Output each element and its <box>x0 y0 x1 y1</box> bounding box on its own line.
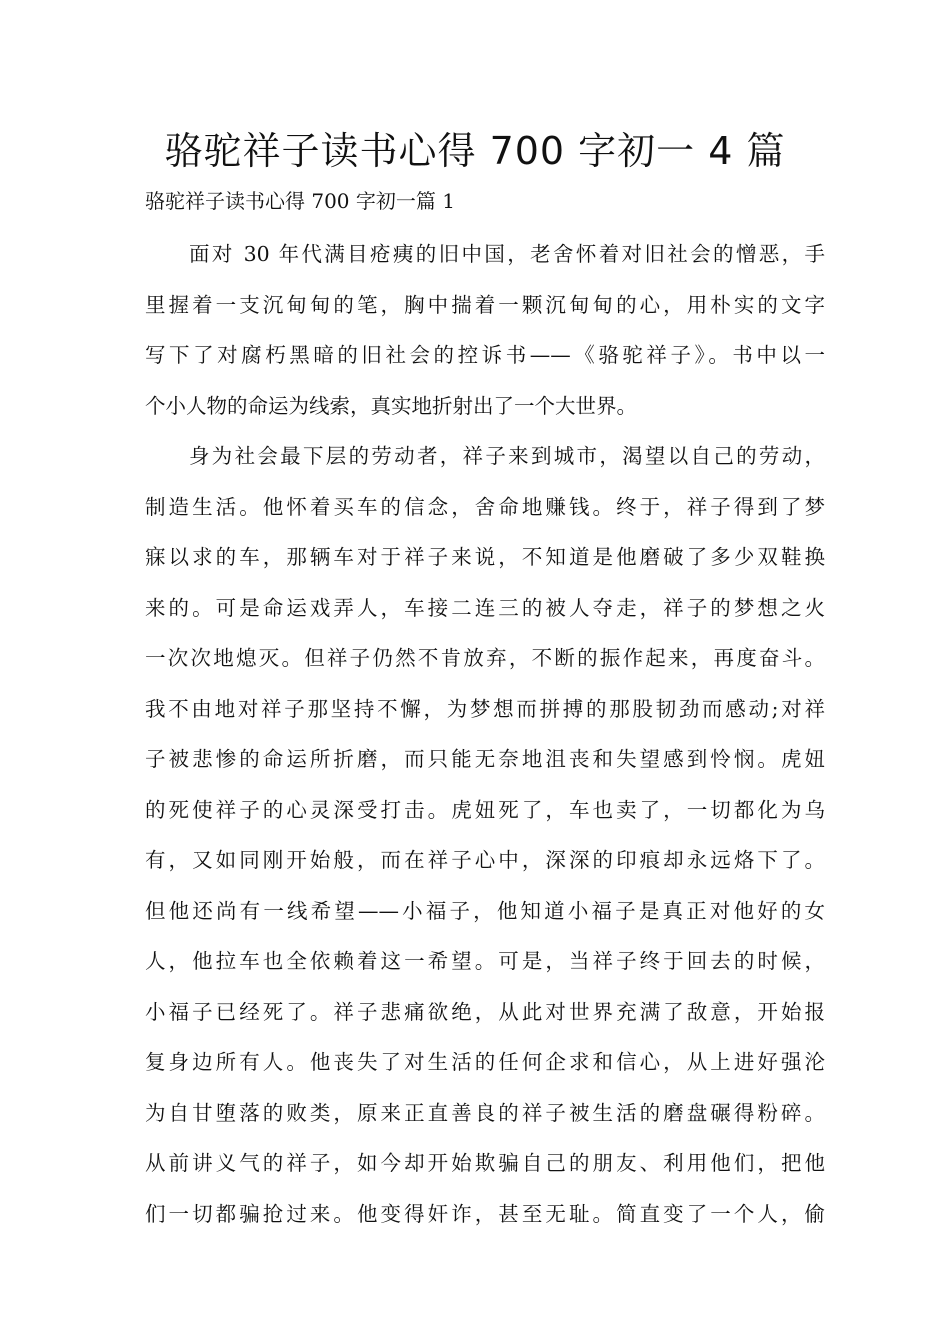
paragraph-1-line: 写下了对腐朽黑暗的旧社会的控诉书——《骆驼祥子》。书中以一 <box>145 343 825 367</box>
document-body <box>145 229 825 1239</box>
document-title: 骆驼祥子读书心得 700 字初一 4 篇 <box>164 129 786 173</box>
paragraph-2-line: 小福子已经死了。祥子悲痛欲绝，从此对世界充满了敌意，开始报 <box>145 999 825 1024</box>
paragraph-2-line: 人，他拉车也全依赖着这一希望。可是，当祥子终于回去的时候， <box>145 949 825 973</box>
paragraph-2-line: 一次次地熄灭。但祥子仍然不肯放弃，不断的振作起来，再度奋斗。 <box>145 646 825 670</box>
paragraph-2-line: 但他还尚有一线希望——小福子，他知道小福子是真正对他好的女 <box>145 898 825 923</box>
paragraph-2-line: 复身边所有人。他丧失了对生活的任何企求和信心，从上进好强沦 <box>145 1050 825 1074</box>
paragraph-1-line: 个小人物的命运为线索，真实地折射出了一个大世界。 <box>145 393 637 418</box>
paragraph-2-line: 有，又如同刚开始般，而在祥子心中，深深的印痕却永远烙下了。 <box>145 848 825 872</box>
paragraph-2-line: 为自甘堕落的败类，原来正直善良的祥子被生活的磨盘碾得粉碎。 <box>145 1100 825 1125</box>
paragraph-1-line: 面对 30 年代满目疮痍的旧中国，老舍怀着对旧社会的憎恶，手 <box>189 242 825 266</box>
paragraph-1-line: 里握着一支沉甸甸的笔，胸中揣着一颗沉甸甸的心，用朴实的文字 <box>145 292 825 317</box>
paragraph-2-line: 从前讲义气的祥子，如今却开始欺骗自己的朋友、利用他们，把他 <box>145 1151 825 1175</box>
section-heading: 骆驼祥子读书心得 700 字初一篇 1 <box>145 189 455 213</box>
paragraph-2-line: 来的。可是命运戏弄人，车接二连三的被人夺走，祥子的梦想之火 <box>145 595 825 620</box>
paragraph-2-line: 我不由地对祥子那坚持不懈，为梦想而拼搏的那股韧劲而感动;对祥 <box>145 696 825 721</box>
paragraph-2-line: 的死使祥子的心灵深受打击。虎妞死了，车也卖了，一切都化为乌 <box>145 797 825 822</box>
paragraph-2-line: 寐以求的车，那辆车对于祥子来说，不知道是他磨破了多少双鞋换 <box>145 545 825 569</box>
paragraph-2-line: 们一切都骗抢过来。他变得奸诈，甚至无耻。简直变了一个人，偷 <box>145 1201 825 1226</box>
paragraph-2-line: 子被悲惨的命运所折磨，而只能无奈地沮丧和失望感到怜悯。虎妞 <box>145 747 825 771</box>
paragraph-2-line: 身为社会最下层的劳动者，祥子来到城市，渴望以自己的劳动， <box>189 444 825 468</box>
paragraph-2-line: 制造生活。他怀着买车的信念，舍命地赚钱。终于，祥子得到了梦 <box>145 494 825 519</box>
